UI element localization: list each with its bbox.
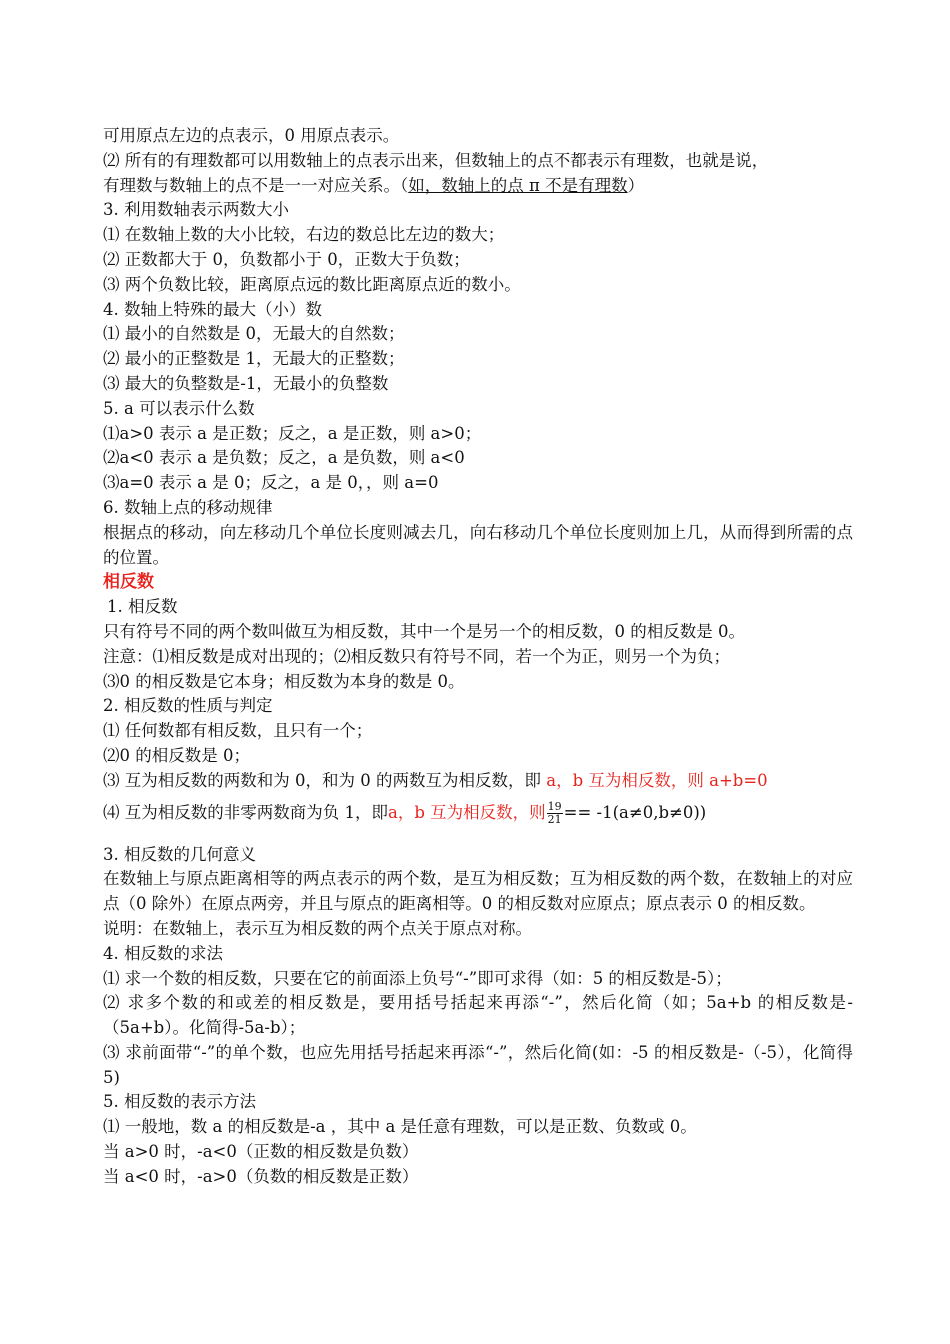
text-line: ⑶ 互为相反数的两数和为 0，和为 0 的两数互为相反数，即 a，b 互为相反数，则 a+b=0 (103, 770, 768, 790)
text-line: 当 a>0 时，-a<0（正数的相反数是负数） (103, 1142, 419, 1162)
text-line: 当 a<0 时，-a>0（负数的相反数是正数） (103, 1166, 419, 1186)
text-line: 说明：在数轴上，表示互为相反数的两个点关于原点对称。 (103, 918, 532, 938)
section-heading: 1. 相反数 (107, 597, 178, 617)
document-page (103, 124, 853, 1190)
text-line: ⑴ 最小的自然数是 0，无最大的自然数； (103, 324, 405, 344)
section-heading: 4. 相反数的求法 (103, 943, 223, 963)
text-line: ⑴a>0 表示 a 是正数；反之，a 是正数，则 a>0； (103, 423, 482, 443)
paragraph: 根据点的移动，向左移动几个单位长度则减去几，向右移动几个单位长度则加上几，从而得到所需的点的位置。 (103, 522, 853, 567)
text-line: ⑵a<0 表示 a 是负数；反之，a 是负数，则 a<0 (103, 448, 465, 468)
chapter-heading: 相反数 (103, 572, 154, 593)
text-line: 注意：⑴相反数是成对出现的；⑵相反数只有符号不同，若一个为正，则另一个为负； (103, 646, 730, 666)
text-line: ⑴ 在数轴上数的大小比较，右边的数总比左边的数大； (103, 225, 505, 245)
text-line: ⑴ 任何数都有相反数，且只有一个； (103, 721, 373, 741)
fraction (547, 801, 563, 826)
text-line: ⑵ 正数都大于 0，负数都小于 0，正数大于负数； (103, 249, 470, 269)
section-heading: 3. 相反数的几何意义 (103, 844, 256, 864)
text-line: ⑶a=0 表示 a 是 0；反之，a 是 0，，则 a=0 (103, 473, 439, 493)
fraction-numerator: 19 (547, 799, 562, 813)
text-line: ⑵0 的相反数是 0； (103, 745, 250, 765)
text-line: 可用原点左边的点表示，0 用原点表示。 (103, 126, 400, 145)
text-line: ⑵ 所有的有理数都可以用数轴上的点表示出来，但数轴上的点不都表示有理数，也就是说， (103, 150, 769, 170)
paragraph: ⑶ 求前面带“-”的单个数，也应先用括号括起来再添“-”，然后化简(如：-5 的相反数是-（-5），化简得 5) (103, 1042, 853, 1087)
text-line: ⑶ 最大的负整数是-1，无最小的负整数 (103, 373, 389, 393)
section-heading: 6. 数轴上点的移动规律 (103, 497, 273, 517)
text-line: ⑴ 一般地，数 a 的相反数是-a ，其中 a 是任意有理数，可以是正数、负数或 0。 (103, 1117, 697, 1137)
section-heading: 5. 相反数的表示方法 (103, 1092, 256, 1112)
highlighted-text: a，b 互为相反数，则 a+b=0 (546, 770, 768, 790)
paragraph: ⑵ 求多个数的和或差的相反数是，要用括号括起来再添“-”，然后化简（如；5a+b 的相反数是-（5a+b）。化简得-5a-b）； (103, 993, 853, 1038)
text-line: ⑶0 的相反数是它本身；相反数为本身的数是 0。 (103, 671, 465, 691)
text-line: ⑷ 互为相反数的非零两数商为负 1，即 a，b 互为相反数，则 $\frac{19}{21}$ == -1(a≠0,b≠0)) (103, 799, 707, 826)
highlighted-text: a，b 互为相反数，则 (388, 802, 546, 822)
underlined-example: 如，数轴上的点 π 不是有理数 (408, 175, 628, 195)
section-heading: 3. 利用数轴表示两数大小 (103, 200, 289, 220)
text-line: 只有符号不同的两个数叫做互为相反数，其中一个是另一个的相反数，0 的相反数是 0。 (103, 621, 745, 641)
text-line: ⑴ 求一个数的相反数，只要在它的前面添上负号“-”即可求得（如：5 的相反数是-5）； (103, 968, 732, 988)
paragraph: 在数轴上与原点距离相等的两点表示的两个数，是互为相反数；互为相反数的两个数，在数轴上的对应点（0 除外）在原点两旁，并且与原点的距离相等。0 的相反数对应原点；原点表示 0 的相反数。 (103, 869, 853, 914)
text-line: ⑵ 最小的正整数是 1，无最大的正整数； (103, 349, 405, 369)
fraction-denominator: 21 (547, 812, 562, 826)
text-line: ⑶ 两个负数比较，距离原点远的数比距离原点近的数小。 (103, 274, 521, 294)
section-heading: 5. a 可以表示什么数 (103, 398, 255, 418)
section-heading: 2. 相反数的性质与判定 (103, 696, 273, 716)
text-line: 有理数与数轴上的点不是一一对应关系。（如，数轴上的点 π 不是有理数） (103, 175, 645, 195)
section-heading: 4. 数轴上特殊的最大（小）数 (103, 299, 322, 319)
